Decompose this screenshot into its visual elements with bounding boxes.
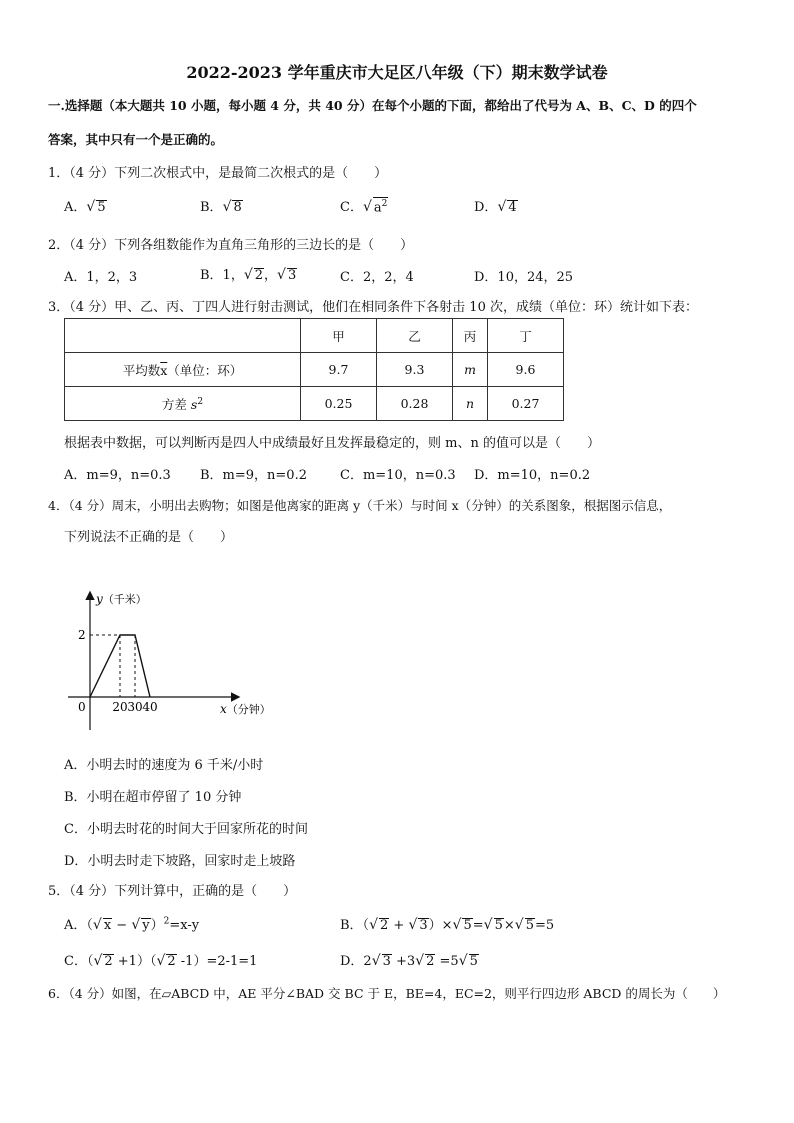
q1-c-radicand: $a^2$ xyxy=(373,198,388,215)
q2-option-a: A．1，2，3 xyxy=(64,270,138,285)
q5-option-a: A．（√ x − √ y）$^2$=x-y xyxy=(64,916,200,933)
q1-option-b: B．√ 8 xyxy=(200,199,242,215)
q4-option-d: D．小明去时走下坡路，回家时走上坡路 xyxy=(64,854,296,869)
section-instructions-line2: 答案，其中只有一个是正确的。 xyxy=(48,132,224,147)
score-table xyxy=(64,318,564,421)
x-tick-label: 30 xyxy=(127,700,143,714)
q2-option-d: D．10，24，25 xyxy=(474,270,574,285)
q5-option-b: B．（√ 2 + √ 3）×√ 5=√ 5×√ 5=5 xyxy=(340,917,555,933)
q1-option-a: A．√ 5 xyxy=(64,199,106,215)
q2-option-c: C．2，2，4 xyxy=(340,270,414,285)
row-label-mean: 平均数$\overline{x}$（单位：环） xyxy=(65,353,301,387)
q3-note: 根据表中数据，可以判断丙是四人中成绩最好且发挥最稳定的，则 m、n 的值可以是（ ） xyxy=(64,436,600,451)
q3-option-a: A．m=9，n=0.3 xyxy=(64,468,171,483)
question-1-stem: 1．（4 分）下列二次根式中，是最简二次根式的是（ ） xyxy=(48,166,388,181)
question-2-stem: 2．（4 分）下列各组数能作为直角三角形的三边长的是（ ） xyxy=(48,238,414,253)
q4-option-c: C．小明去时花的时间大于回家所花的时间 xyxy=(64,822,308,837)
q3-option-c: C．m=10，n=0.3 xyxy=(340,468,456,483)
row-label-variance: 方差 $s^2$ xyxy=(65,387,301,421)
y-tick-label: 2 xyxy=(78,628,86,642)
q4-option-b: B．小明在超市停留了 10 分钟 xyxy=(64,790,242,805)
question-3-stem: 3．（4 分）甲、乙、丙、丁四人进行射击测试，他们在相同条件下各射击 10 次，成绩（单位：环）统计如下表： xyxy=(48,300,698,315)
question-5-stem: 5．（4 分）下列计算中，正确的是（ ） xyxy=(48,884,297,899)
q1-option-d: D．√ 4 xyxy=(474,199,517,215)
q2-option-b: B．1，√ 2，√ 3 xyxy=(200,267,297,283)
page-title: 2022-2023 学年重庆市大足区八年级（下）期末数学试卷 xyxy=(186,63,608,82)
x-tick-label: 40 xyxy=(142,700,158,714)
x-axis-label: x（分钟） xyxy=(220,702,271,716)
q5-option-d: D．2√ 3 +3√ 2 =5√ 5 xyxy=(340,953,478,969)
q1-b-radicand: 8 xyxy=(233,200,242,215)
table-row: 平均数$\overline{x}$（单位：环） 9.7 9.3 m 9.6 xyxy=(65,353,564,387)
q5-option-c: C．（√ 2 +1）（√ 2 -1）=2-1=1 xyxy=(64,953,258,969)
x-tick-label: 20 xyxy=(112,700,128,714)
question-6-stem: 6．（4 分）如图，在▱ABCD 中，AE 平分∠BAD 交 BC 于 E，BE=4，EC=2，则平行四边形 ABCD 的周长为（ ） xyxy=(48,986,726,1001)
origin-label: 0 xyxy=(78,700,86,714)
table-row: 方差 $s^2$ 0.25 0.28 n 0.27 xyxy=(65,387,564,421)
distance-time-chart xyxy=(60,585,300,735)
q4-option-a: A．小明去时的速度为 6 千米/小时 xyxy=(64,758,264,773)
question-4-stem-line2: 下列说法不正确的是（ ） xyxy=(64,530,234,545)
q1-d-radicand: 4 xyxy=(508,200,517,215)
q1-a-radicand: 5 xyxy=(97,200,106,215)
question-4-stem-line1: 4．（4 分）周末，小明出去购物；如图是他离家的距离 y（千米）与时间 x（分钟）的关系图象，根据图示信息， xyxy=(48,498,672,513)
q3-option-d: D．m=10，n=0.2 xyxy=(474,468,591,483)
q3-option-b: B．m=9，n=0.2 xyxy=(200,468,307,483)
table-header-row: 甲 乙 丙 丁 xyxy=(65,319,564,353)
q1-option-c: C．√ $a^2$ xyxy=(340,198,388,215)
y-axis-label: y（千米） xyxy=(96,592,147,606)
section-instructions-line1: 一.选择题（本大题共 10 小题，每小题 4 分，共 40 分）在每个小题的下面，都给出了代号为 A、B、C、D 的四个 xyxy=(48,98,697,113)
